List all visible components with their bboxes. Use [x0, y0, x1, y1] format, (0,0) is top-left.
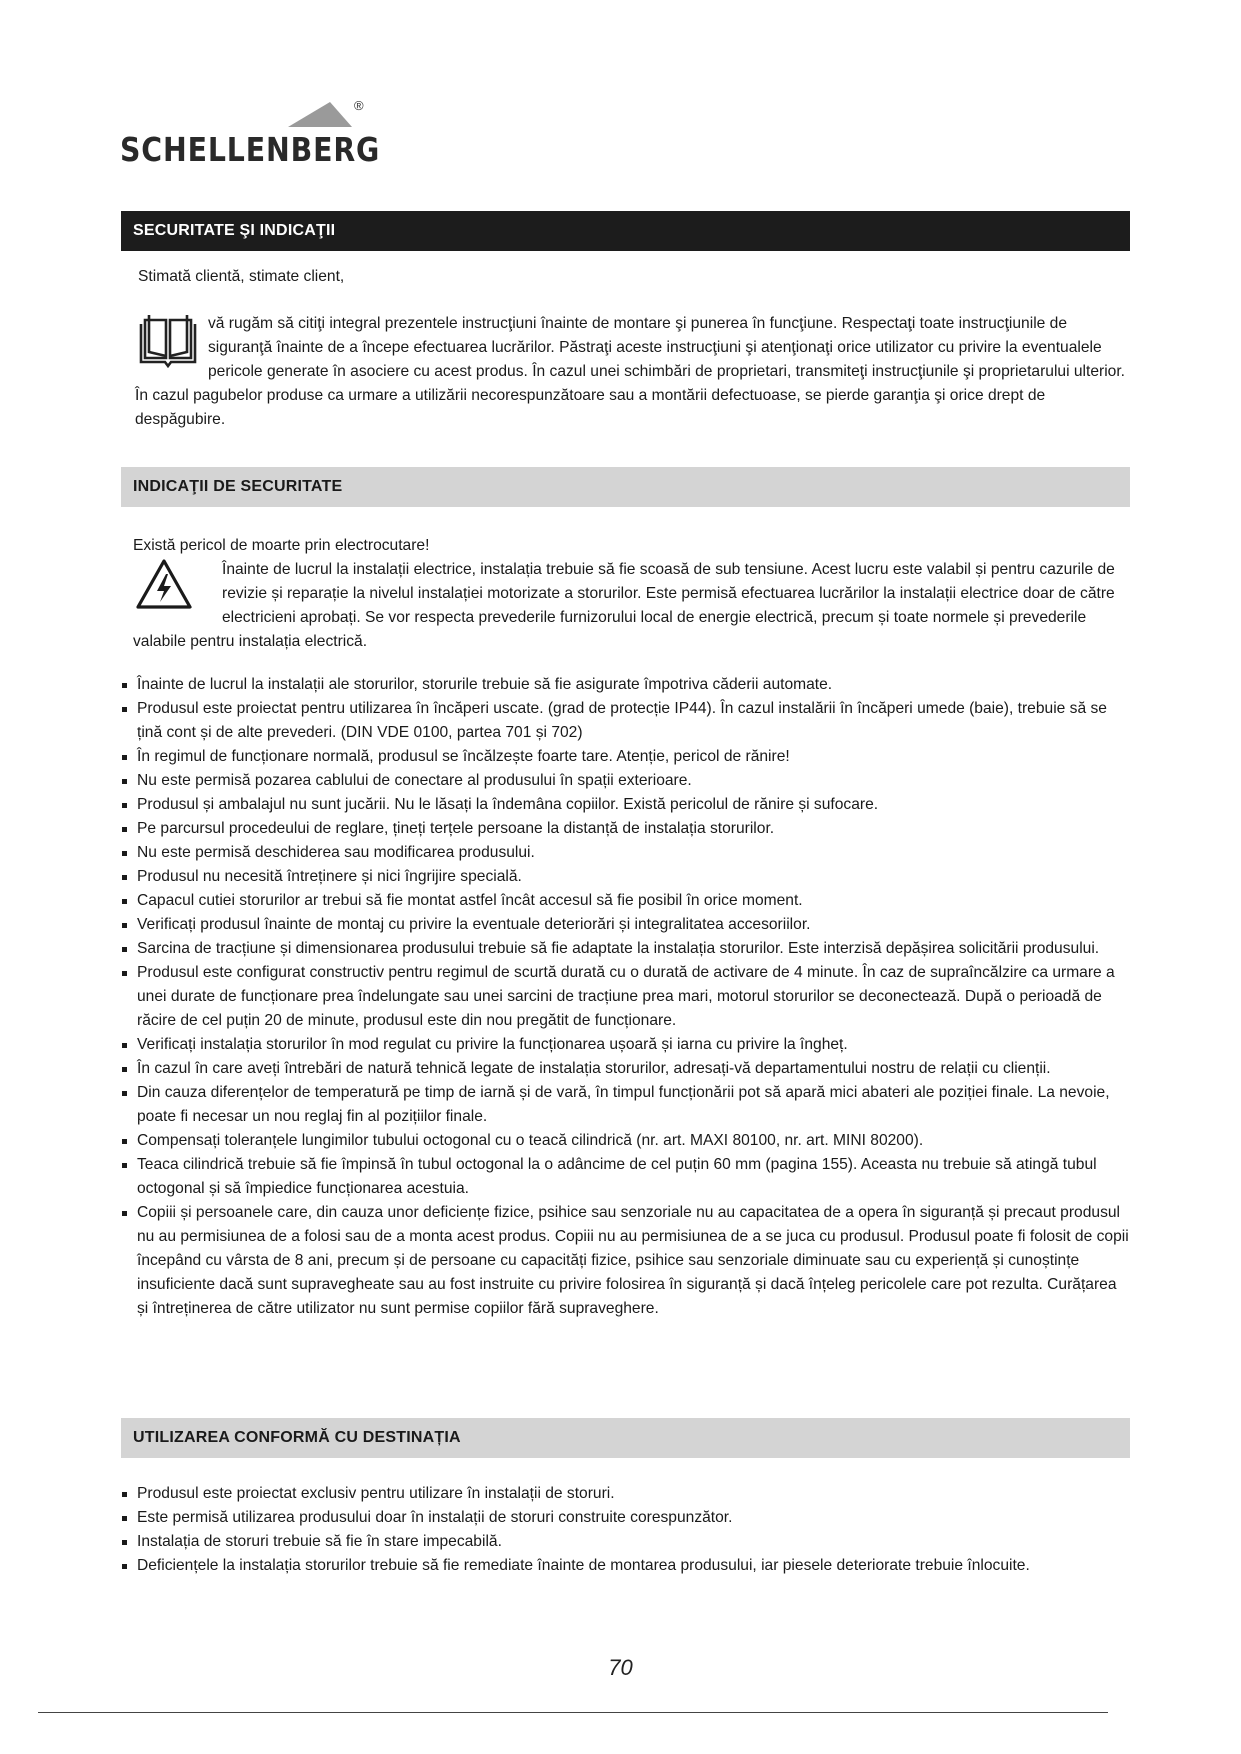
footer-divider — [38, 1712, 1108, 1713]
list-item: Pe parcursul procedeului de reglare, țineți terțele persoane la distanță de instalația storurilor. — [122, 817, 1132, 841]
list-item: Produsul este configurat constructiv pentru regimul de scurtă durată cu o durată de activare de 4 minute. În caz de supraîncălzire ca urmare a unei durate de funcționare prea îndelungate sau unei sarcini de tracțiune prea mari, motorul storurilor se deconectează. După o perioadă de răcire de cel puțin 20 de minute, produsul este din nou pregătit de funcționare. — [122, 961, 1132, 1033]
list-item: În regimul de funcționare normală, produsul se încălzește foarte tare. Atenție, pericol de rănire! — [122, 745, 1132, 769]
logo-roof-icon — [288, 98, 352, 128]
brand-logo — [120, 98, 380, 170]
list-item: Produsul nu necesită întreținere și nici îngrijire specială. — [122, 865, 1132, 889]
list-item: Verificați instalația storurilor în mod regulat cu privire la funcționarea ușoară și iarna cu privire la îngheț. — [122, 1033, 1132, 1057]
list-item: Nu este permisă deschiderea sau modificarea produsului. — [122, 841, 1132, 865]
list-item: În cazul în care aveți întrebări de natură tehnică legate de instalația storurilor, adresați-vă departamentului nostru de relații cu clienții. — [122, 1057, 1132, 1081]
greeting: Stimată clientă, stimate client, — [138, 268, 345, 285]
intended-use-list — [122, 1482, 1132, 1578]
list-item: Capacul cutiei storurilor ar trebui să fie montat astfel încât accesul să fie posibil în orice moment. — [122, 889, 1132, 913]
list-item: Produsul este proiectat pentru utilizarea în încăperi uscate. (grad de protecție IP44). În cazul instalării în încăperi umede (baie), trebuie să se țină cont și de alte prevederi. (DIN VDE 0100, partea 701 și 702) — [122, 697, 1132, 745]
section-header-safety-notes: INDICAŢII DE SECURITATE — [121, 467, 1130, 507]
safety-list — [122, 673, 1132, 1321]
list-item: Înainte de lucrul la instalații ale storurilor, storurile trebuie să fie asigurate împotriva căderii automate. — [122, 673, 1132, 697]
list-item: Produsul și ambalajul nu sunt jucării. Nu le lăsați la îndemâna copiilor. Există pericolul de rănire și sufocare. — [122, 793, 1132, 817]
brand-name: SCHELLENBERG — [120, 130, 381, 169]
list-item: Deficiențele la instalația storurilor trebuie să fie remediate înainte de montarea produsului, iar piesele deteriorate trebuie înlocuite. — [122, 1554, 1132, 1578]
list-item: Este permisă utilizarea produsului doar în instalații de storuri construite corespunzător. — [122, 1506, 1132, 1530]
intro-text: vă rugăm să citiţi integral prezentele instrucţiuni înainte de montare şi punerea în funcţiune. Respectaţi toate instrucţiunile de siguranţă înainte de a începe efectuarea lucrărilor. Păstraţi aceste instrucţiuni şi atenţionaţi orice utilizator cu privire la eventualele pericole generate în asociere cu acest produs. În cazul unei schimbări de proprietari, transmiteţi instrucţiunile şi proprietarului ulterior. În cazul pagubelor produse ca urmare a utilizării necorespunzătoare sau a montării defectuoase, se pierde garanţia şi orice drept de despăgubire. — [135, 315, 1126, 428]
list-item: Produsul este proiectat exclusiv pentru utilizare în instalații de storuri. — [122, 1482, 1132, 1506]
list-item: Sarcina de tracțiune și dimensionarea produsului trebuie să fie adaptate la instalația storurilor. Este interzisă depășirea solicitării produsului. — [122, 937, 1132, 961]
list-item: Compensați toleranțele lungimilor tubului octogonal cu o teacă cilindrică (nr. art. MAXI 80100, nr. art. MINI 80200). — [122, 1129, 1132, 1153]
page-number: 70 — [608, 1655, 633, 1680]
warning-text: Înainte de lucrul la instalații electrice, instalația trebuie să fie scoasă de sub tensiune. Acest lucru este valabil și pentru cazurile de revizie și reparație la nivelul instalației motorizate a storurilor. Este permisă efectuarea lucrărilor la instalații electrice doar de către electricieni aprobați. Se vor respecta prevederile furnizorului local de energie electrică, precum și toate normele și prevederile valabile pentru instalația electrică. — [133, 561, 1115, 650]
list-item: Copiii și persoanele care, din cauza unor deficiențe fizice, psihice sau senzoriale nu au capacitatea de a opera în siguranță și precaut produsul nu au permisiunea de a folosi sau de a monta acest produs. Copiii nu au permisiunea de a se juca cu produsul. Produsul poate fi folosit de copii începând cu vârsta de 8 ani, precum și de persoane cu capacități fizice, psihice sau senzoriale diminuate sau cu experiență și cunoștințe insuficiente dacă sunt supravegheate sau au fost instruite cu privire folosirea în siguranță și dacă înțeleg pericolele care pot rezulta. Curățarea și întreținerea de către utilizator nu sunt permise copiilor fără supraveghere. — [122, 1201, 1132, 1321]
list-item: Din cauza diferențelor de temperatură pe timp de iarnă și de vară, în timpul funcționării pot să apară mici abateri ale poziției finale. La nevoie, poate fi necesar un nou reglaj fin al pozițiilor finale. — [122, 1081, 1132, 1129]
electric-warning — [133, 534, 1131, 654]
registered-mark: ® — [354, 98, 364, 113]
list-item: Nu este permisă pozarea cablului de conectare al produsului în spații exterioare. — [122, 769, 1132, 793]
list-item: Verificați produsul înainte de montaj cu privire la eventuale deteriorări și integralitatea accesoriilor. — [122, 913, 1132, 937]
section-header-safety: SECURITATE ŞI INDICAŢII — [121, 211, 1130, 251]
electric-hazard-icon — [135, 558, 193, 610]
list-item: Teaca cilindrică trebuie să fie împinsă în tubul octogonal la o adâncime de cel puțin 60 mm (pagina 155). Aceasta nu trebuie să atingă tubul octogonal și să împiedice funcționarea acestuia. — [122, 1153, 1132, 1201]
intro-paragraph — [135, 312, 1131, 432]
list-item: Instalația de storuri trebuie să fie în stare impecabilă. — [122, 1530, 1132, 1554]
warning-title: Există pericol de moarte prin electrocutare! — [133, 537, 430, 554]
section-header-intended-use: UTILIZAREA CONFORMĂ CU DESTINAȚIA — [121, 1418, 1130, 1458]
open-book-icon — [137, 312, 199, 368]
